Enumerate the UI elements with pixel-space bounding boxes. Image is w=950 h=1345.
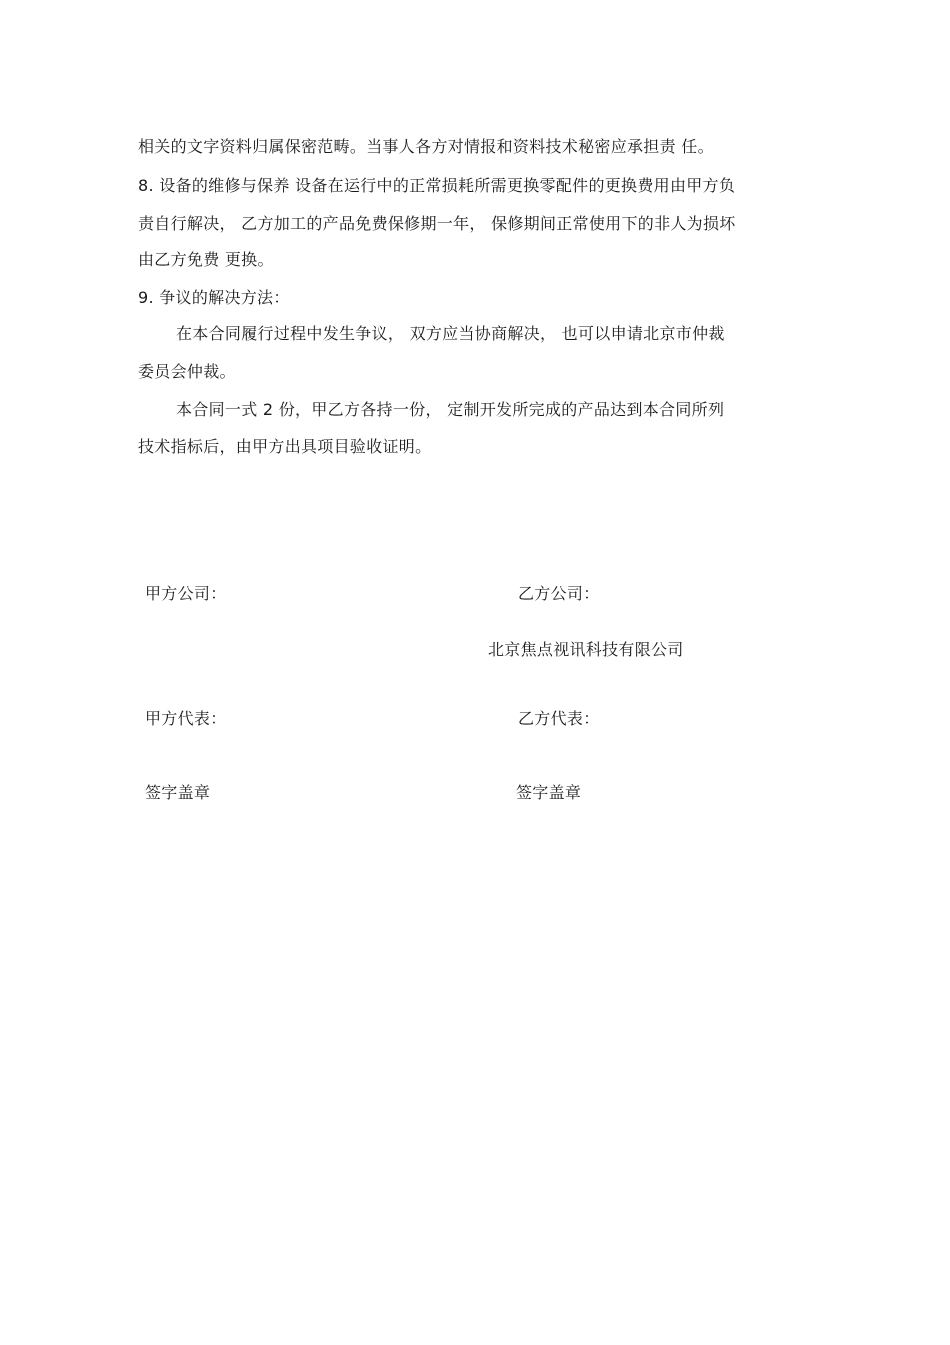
party-b-company-label: 乙方公司： xyxy=(518,584,600,603)
clause-8-line-3: 由乙方免费 更换。 xyxy=(138,250,274,269)
clause-8-line-1: 8. 设备的维修与保养 设备在运行中的正常损耗所需更换零配件的更换费用由甲方负 xyxy=(138,176,736,195)
party-a-representative-label: 甲方代表： xyxy=(145,709,227,728)
clause-9-para-1-line-2: 委员会仲裁。 xyxy=(138,362,236,381)
clause-9-heading: 9. 争议的解决方法： xyxy=(138,288,290,307)
party-a-seal-label: 签字盖章 xyxy=(145,783,211,802)
clause-8-line-2: 责自行解决， 乙方加工的产品免费保修期一年， 保修期间正常使用下的非人为损坏 xyxy=(138,214,736,233)
clause-9-para-1-line-1: 在本合同履行过程中发生争议， 双方应当协商解决， 也可以申请北京市仲裁 xyxy=(176,324,725,343)
party-b-representative-label: 乙方代表： xyxy=(518,709,600,728)
party-b-company-name: 北京焦点视讯科技有限公司 xyxy=(488,640,684,659)
party-a-company-label: 甲方公司： xyxy=(145,584,227,603)
clause-9-para-2-line-2: 技术指标后，由甲方出具项目验收证明。 xyxy=(138,437,432,456)
clause-9-para-2-line-1: 本合同一式 2 份，甲乙方各持一份， 定制开发所完成的产品达到本合同所列 xyxy=(176,400,725,419)
party-b-seal-label: 签字盖章 xyxy=(516,783,582,802)
confidentiality-line: 相关的文字资料归属保密范畴。当事人各方对情报和资料技术秘密应承担责 任。 xyxy=(138,137,714,156)
